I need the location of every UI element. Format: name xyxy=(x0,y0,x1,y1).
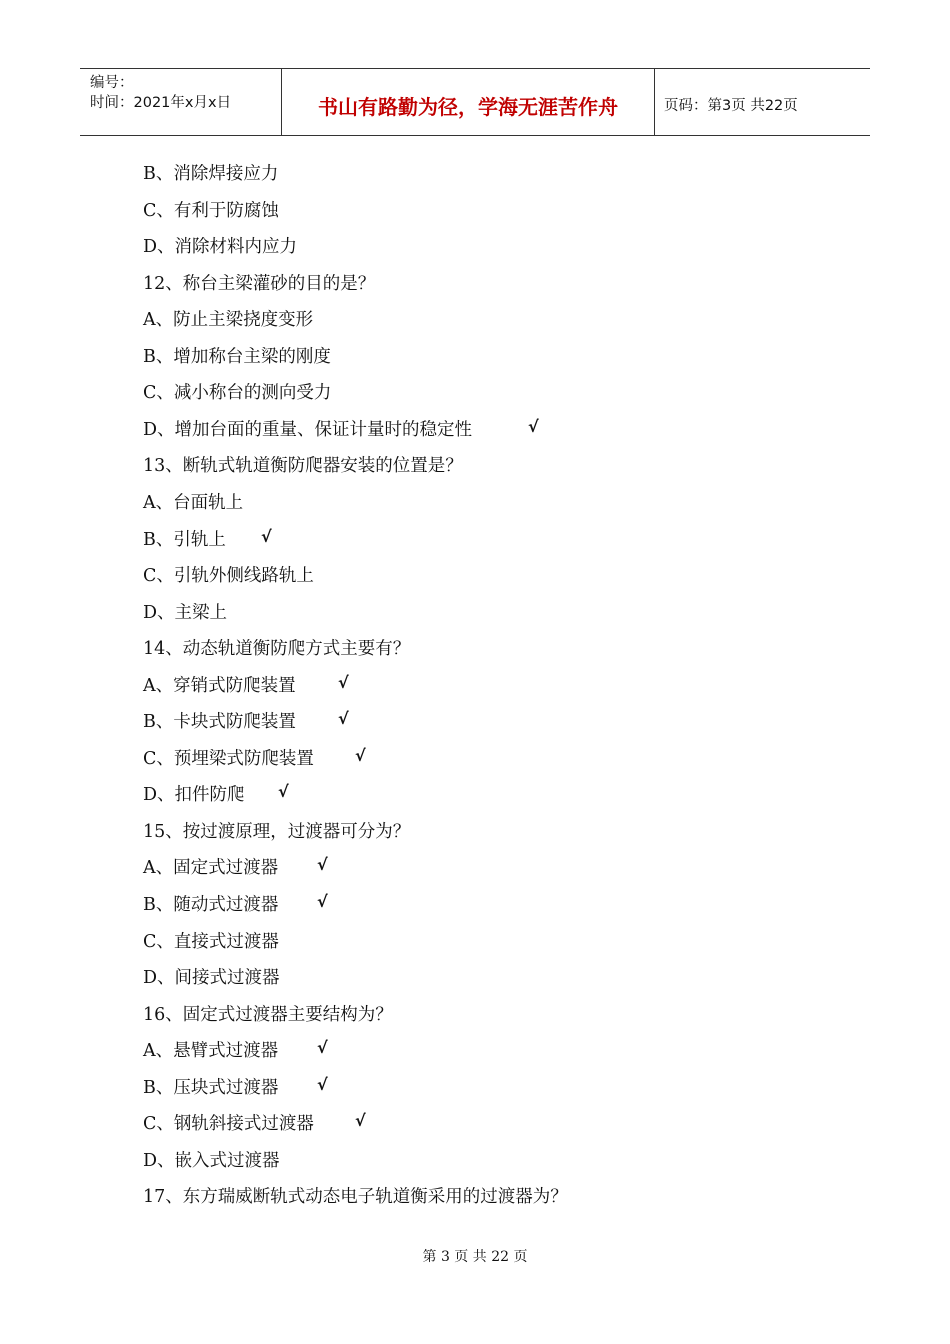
question-text: 13、断轨式轨道衡防爬器安装的位置是？ xyxy=(143,456,463,477)
check-mark-icon: √ xyxy=(338,672,349,692)
option-text: D、增加台面的重量、保证计量时的稳定性 xyxy=(143,419,473,440)
check-mark-icon: √ xyxy=(317,892,328,911)
question-text: 16、固定式过渡器主要结构为？ xyxy=(143,1004,393,1025)
option-text: A、悬臂式过渡器 xyxy=(143,1041,279,1062)
check-mark-icon: √ xyxy=(317,855,328,875)
option-line xyxy=(143,854,328,879)
option-line xyxy=(143,1074,328,1099)
question-text: 15、按过渡原理，过渡器可分为？ xyxy=(143,821,411,842)
option-text: B、卡块式防爬装置 xyxy=(143,712,296,733)
option-line xyxy=(143,160,278,185)
option-line xyxy=(143,562,314,587)
option-text: C、引轨外侧线路轨上 xyxy=(143,566,314,587)
question-line xyxy=(143,270,375,295)
question-text: 14、动态轨道衡防爬方式主要有？ xyxy=(143,639,411,660)
option-text: A、固定式过渡器 xyxy=(143,858,279,879)
option-text: B、随动式过渡器 xyxy=(143,895,279,915)
option-line xyxy=(143,672,349,697)
option-text: C、预埋梁式防爬装置 xyxy=(143,748,314,769)
question-text: 12、称台主梁灌砂的目的是？ xyxy=(143,273,376,294)
check-mark-icon: √ xyxy=(317,1074,328,1094)
option-text: A、台面轨上 xyxy=(143,492,244,513)
option-text: C、有利于防腐蚀 xyxy=(143,200,279,221)
option-line xyxy=(143,489,243,514)
number-label: 编号： xyxy=(90,75,134,91)
question-line xyxy=(143,452,463,477)
option-line xyxy=(143,1147,280,1172)
check-mark-icon: √ xyxy=(338,709,349,729)
option-line xyxy=(143,233,297,258)
option-line xyxy=(143,1110,366,1135)
check-mark-icon: √ xyxy=(355,1111,366,1131)
check-mark-icon: √ xyxy=(261,526,272,546)
question-line xyxy=(143,1183,568,1208)
option-text: D、主梁上 xyxy=(143,602,228,623)
option-text: A、防止主梁挠度变形 xyxy=(143,310,314,331)
question-text: 17、东方瑞威断轨式动态电子轨道衡采用的过渡器为？ xyxy=(143,1187,568,1208)
question-line xyxy=(143,818,410,843)
check-mark-icon: √ xyxy=(528,416,539,436)
option-line xyxy=(143,708,349,733)
option-text: D、扣件防爬 xyxy=(143,785,245,806)
option-text: A、穿销式防爬装置 xyxy=(143,675,296,696)
option-line xyxy=(143,1037,328,1062)
option-line xyxy=(143,745,366,770)
option-line xyxy=(143,781,289,806)
option-text: D、消除材料内应力 xyxy=(143,237,298,258)
option-line xyxy=(143,526,272,551)
option-line xyxy=(143,964,280,989)
option-line xyxy=(143,197,279,222)
question-line xyxy=(143,1001,393,1026)
option-line xyxy=(143,306,313,331)
check-mark-icon: √ xyxy=(317,1038,328,1058)
option-line xyxy=(143,343,331,368)
option-text: B、消除焊接应力 xyxy=(143,164,279,184)
option-line xyxy=(143,416,539,441)
option-line xyxy=(143,379,331,404)
option-text: B、引轨上 xyxy=(143,529,226,550)
option-text: D、嵌入式过渡器 xyxy=(143,1150,280,1171)
option-text: D、间接式过渡器 xyxy=(143,968,280,989)
check-mark-icon: √ xyxy=(355,745,366,765)
option-text: C、减小称台的测向受力 xyxy=(143,383,332,404)
option-line xyxy=(143,891,328,916)
page-footer: 第 3 页 共 22 页 xyxy=(422,1249,528,1265)
option-text: C、直接式过渡器 xyxy=(143,931,279,952)
option-text: B、压块式过渡器 xyxy=(143,1077,279,1098)
header-meta xyxy=(90,73,231,113)
page-header xyxy=(80,68,870,136)
header-divider xyxy=(654,69,655,135)
time-label: 时间：2021年x月x日 xyxy=(90,95,232,111)
option-line xyxy=(143,599,227,624)
question-line xyxy=(143,635,410,660)
option-text: B、增加称台主梁的刚度 xyxy=(143,346,331,367)
option-line xyxy=(143,928,279,953)
page-info: 页码：第3页 共22页 xyxy=(664,98,798,114)
header-motto: 书山有路勤为径，学海无涯苦作舟 xyxy=(318,95,618,119)
check-mark-icon: √ xyxy=(278,782,289,802)
option-text: C、钢轨斜接式过渡器 xyxy=(143,1114,314,1135)
